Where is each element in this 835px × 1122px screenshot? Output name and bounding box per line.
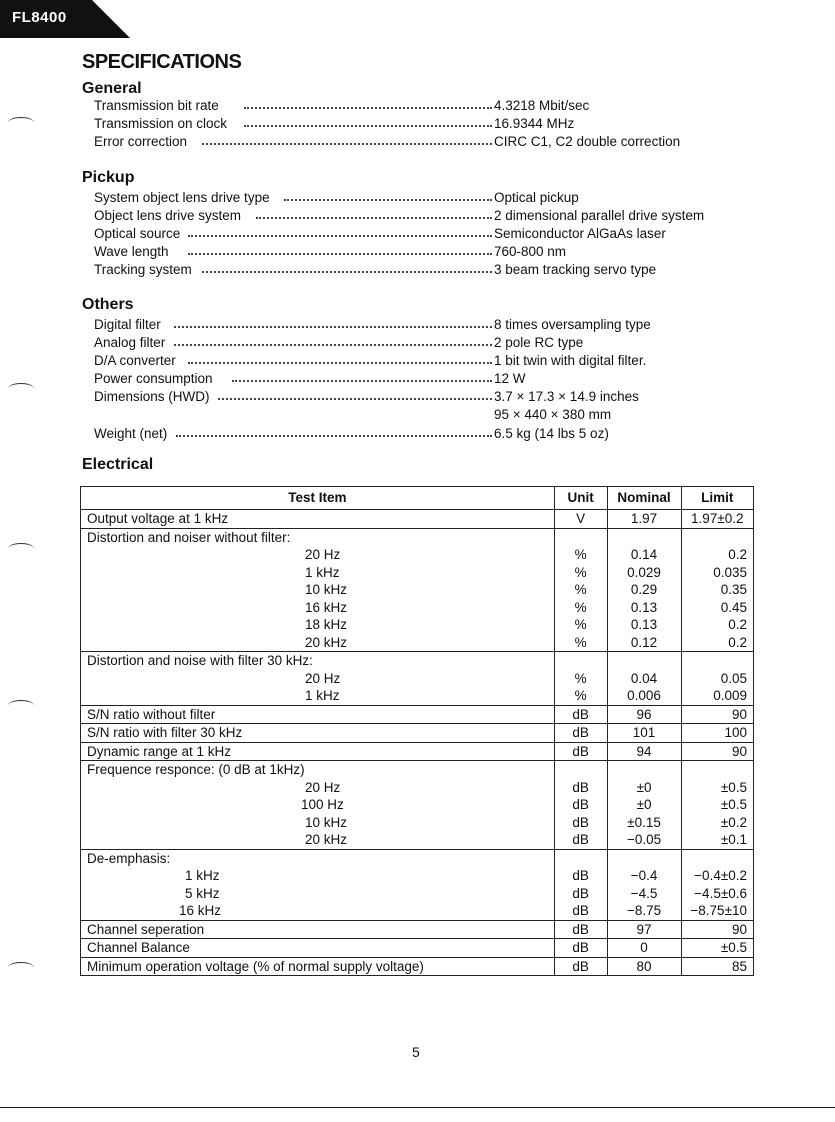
cell-item: De-emphasis: [81,849,555,867]
cell-limit: 0.035 [681,564,753,582]
cell-nominal: 80 [607,957,681,976]
binder-mark [8,543,34,554]
cell-nominal: 0.29 [607,581,681,599]
spec-label: Optical source [94,226,181,241]
table-row [81,528,754,546]
leader-dots [244,107,492,109]
section-heading-general: General [82,80,142,97]
cell-item: S/N ratio without filter [81,705,555,724]
cell-item: Dynamic range at 1 kHz [81,742,555,761]
cell-nominal [607,761,681,779]
cell-item: 5 kHz [81,885,555,903]
spec-value: 2 dimensional parallel drive system [494,208,705,223]
cell-item: Distortion and noise with filter 30 kHz: [81,652,555,670]
binder-mark [8,383,34,394]
spec-label: D/A converter [94,353,176,368]
cell-unit: dB [554,867,607,885]
binder-mark [8,962,34,973]
cell-item: 100 Hz [81,796,555,814]
cell-item: 20 Hz [81,670,555,688]
spec-label: System object lens drive type [94,190,270,205]
cell-item: 1 kHz [81,687,555,705]
cell-nominal [607,849,681,867]
cell-unit: dB [554,779,607,797]
column-header-limit: Limit [681,487,753,510]
cell-nominal [607,528,681,546]
cell-unit: dB [554,939,607,958]
cell-unit: dB [554,814,607,832]
cell-unit: dB [554,902,607,920]
table-row [81,670,754,688]
cell-item: 18 kHz [81,616,555,634]
cell-unit: dB [554,885,607,903]
binder-mark [8,117,34,128]
section-heading-pickup: Pickup [82,169,135,186]
spec-row [94,353,714,371]
electrical-table [80,486,754,976]
spec-value: 2 pole RC type [494,335,584,350]
spec-label: Digital filter [94,317,161,332]
cell-nominal: −8.75 [607,902,681,920]
spec-value: 760-800 nm [494,244,567,259]
cell-item: 20 kHz [81,831,555,849]
spec-label: Tracking system [94,262,192,277]
cell-unit [554,652,607,670]
spec-row [94,208,714,226]
leader-dots [232,380,492,382]
spec-row [94,116,714,134]
cell-item: 10 kHz [81,814,555,832]
cell-nominal: 97 [607,920,681,939]
cell-unit: % [554,616,607,634]
cell-nominal: 0.029 [607,564,681,582]
table-row [81,564,754,582]
cell-item: 1 kHz [81,564,555,582]
table-row [81,742,754,761]
cell-nominal: 0 [607,939,681,958]
cell-nominal: 0.12 [607,634,681,652]
table-row [81,581,754,599]
cell-limit: 85 [681,957,753,976]
cell-nominal: 1.97 [607,510,681,529]
leader-dots [244,125,492,127]
cell-item: 16 kHz [81,902,555,920]
table-row [81,687,754,705]
cell-nominal [607,652,681,670]
cell-item: 20 Hz [81,779,555,797]
spec-row [94,226,714,244]
spec-value: 3.7 × 17.3 × 14.9 inches [494,389,639,404]
table-row [81,761,754,779]
cell-item: Minimum operation voltage (% of normal supply voltage) [81,957,555,976]
cell-unit: dB [554,957,607,976]
table-row [81,885,754,903]
cell-limit: ±0.5 [681,939,753,958]
cell-unit: % [554,687,607,705]
cell-item: 20 kHz [81,634,555,652]
table-row [81,831,754,849]
cell-unit: % [554,581,607,599]
spec-value: 16.9344 MHz [494,116,575,131]
table-row [81,724,754,743]
cell-unit: % [554,634,607,652]
cell-item: Channel Balance [81,939,555,958]
section-heading-others: Others [82,296,134,313]
cell-limit [681,849,753,867]
spec-label: Dimensions (HWD) [94,389,210,404]
cell-limit: 0.009 [681,687,753,705]
cell-unit: dB [554,724,607,743]
spec-label: Error correction [94,134,188,149]
leader-dots [188,253,492,255]
spec-row [94,371,714,389]
table-row [81,705,754,724]
table-row [81,814,754,832]
spec-value: CIRC C1, C2 double correction [494,134,681,149]
cell-nominal: −0.05 [607,831,681,849]
cell-nominal: 0.006 [607,687,681,705]
cell-unit: % [554,564,607,582]
cell-limit [681,761,753,779]
table-row [81,902,754,920]
cell-nominal: ±0.15 [607,814,681,832]
spec-label: Object lens drive system [94,208,242,223]
cell-item: 1 kHz [81,867,555,885]
cell-nominal: 96 [607,705,681,724]
cell-item: 20 Hz [81,546,555,564]
spec-label: Analog filter [94,335,166,350]
cell-unit: V [554,510,607,529]
leader-dots [188,235,492,237]
cell-nominal: −4.5 [607,885,681,903]
cell-unit: % [554,546,607,564]
cell-limit: 90 [681,920,753,939]
column-header-unit: Unit [554,487,607,510]
cell-unit [554,849,607,867]
cell-limit: 0.35 [681,581,753,599]
model-label: FL8400 [12,9,67,26]
cell-limit: ±0.5 [681,779,753,797]
cell-limit: 90 [681,742,753,761]
cell-item: 16 kHz [81,599,555,617]
table-row [81,957,754,976]
table-row [81,616,754,634]
cell-item: Channel seperation [81,920,555,939]
cell-limit: 0.2 [681,546,753,564]
cell-unit: dB [554,742,607,761]
cell-nominal: ±0 [607,779,681,797]
cell-limit: 0.05 [681,670,753,688]
spec-row [94,134,714,152]
table-row [81,867,754,885]
table-row [81,779,754,797]
spec-value: 4.3218 Mbit/sec [494,98,590,113]
table-header-row [81,487,754,510]
footer-rule [0,1107,835,1108]
table-row [81,546,754,564]
spec-value: 8 times oversampling type [494,317,651,332]
cell-limit [681,652,753,670]
spec-value: Optical pickup [494,190,579,205]
cell-nominal: 0.14 [607,546,681,564]
cell-unit: dB [554,920,607,939]
table-row [81,510,754,529]
cell-limit: ±0.1 [681,831,753,849]
spec-row [94,98,714,116]
spec-row [94,262,714,280]
column-header-item: Test Item [81,487,555,510]
spec-value: 1 bit twin with digital filter. [494,353,647,368]
leader-dots [174,344,492,346]
cell-limit [681,528,753,546]
cell-item: 10 kHz [81,581,555,599]
binder-mark [8,700,34,711]
spec-label: Transmission bit rate [94,98,219,113]
page-number: 5 [412,1044,420,1060]
cell-item: Output voltage at 1 kHz [81,510,555,529]
leader-dots [202,271,492,273]
cell-nominal: 94 [607,742,681,761]
cell-unit: dB [554,831,607,849]
cell-limit: 90 [681,705,753,724]
table-row [81,796,754,814]
cell-limit: −4.5±0.6 [681,885,753,903]
spec-row [94,317,714,335]
table-row [81,634,754,652]
spec-value: 6.5 kg (14 lbs 5 oz) [494,426,609,441]
cell-limit: ±0.2 [681,814,753,832]
spec-value: 3 beam tracking servo type [494,262,657,277]
cell-nominal: −0.4 [607,867,681,885]
cell-nominal: 0.04 [607,670,681,688]
table-row [81,920,754,939]
section-heading-electrical: Electrical [82,456,154,473]
cell-limit: −8.75±10 [681,902,753,920]
column-header-nominal: Nominal [607,487,681,510]
cell-unit: dB [554,796,607,814]
cell-nominal: 0.13 [607,599,681,617]
spec-value: 12 W [494,371,526,386]
leader-dots [176,435,492,437]
cell-item: S/N ratio with filter 30 kHz [81,724,555,743]
table-row [81,599,754,617]
leader-dots [174,326,492,328]
spec-row [94,244,714,262]
spec-row [94,426,714,444]
dimensions-metric: 95 × 440 × 380 mm [494,407,612,422]
table-row [81,939,754,958]
cell-nominal: ±0 [607,796,681,814]
spec-value: Semiconductor AlGaAs laser [494,226,666,241]
cell-unit [554,528,607,546]
leader-dots [188,362,492,364]
page-title: SPECIFICATIONS [82,51,242,73]
table-row [81,652,754,670]
cell-limit: 100 [681,724,753,743]
leader-dots [202,143,492,145]
cell-nominal: 101 [607,724,681,743]
spec-label: Power consumption [94,371,213,386]
cell-limit: ±0.5 [681,796,753,814]
cell-unit: % [554,670,607,688]
spec-label: Weight (net) [94,426,168,441]
cell-unit [554,761,607,779]
model-tab [0,0,130,38]
spec-label: Wave length [94,244,169,259]
spec-row [94,389,714,407]
leader-dots [256,217,492,219]
table-row [81,849,754,867]
cell-nominal: 0.13 [607,616,681,634]
cell-unit: dB [554,705,607,724]
cell-limit: 0.2 [681,616,753,634]
leader-dots [218,398,492,400]
spec-row [94,335,714,353]
cell-limit: 0.45 [681,599,753,617]
spec-row [94,190,714,208]
cell-limit: 1.97±0.2 [681,510,753,529]
spec-label: Transmission on clock [94,116,228,131]
cell-unit: % [554,599,607,617]
cell-item: Distortion and noiser without filter: [81,528,555,546]
leader-dots [284,199,492,201]
cell-item: Frequence responce: (0 dB at 1kHz) [81,761,555,779]
cell-limit: 0.2 [681,634,753,652]
cell-limit: −0.4±0.2 [681,867,753,885]
